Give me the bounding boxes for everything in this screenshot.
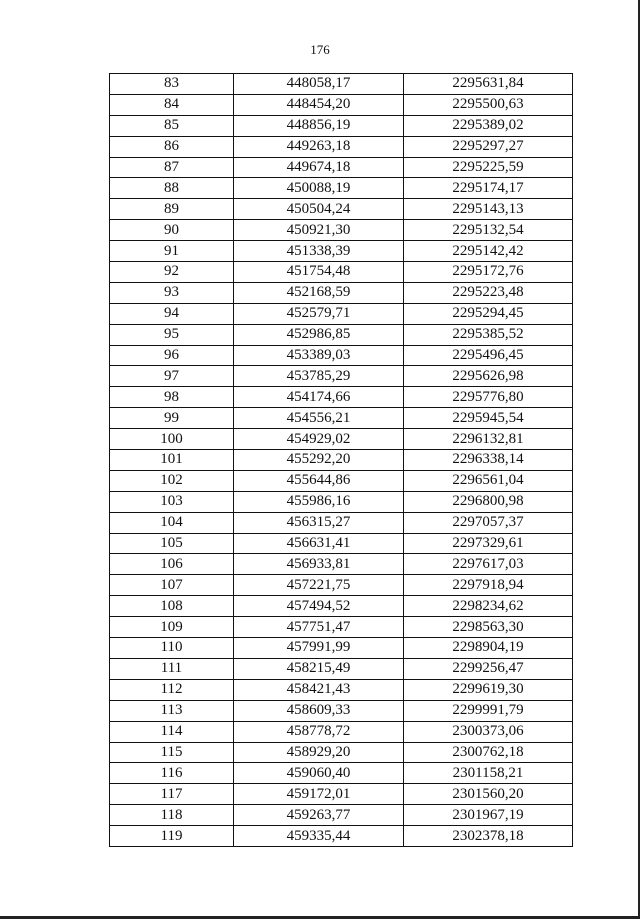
- point-number-cell: 89: [110, 199, 234, 220]
- point-number-cell: 96: [110, 345, 234, 366]
- table-row: [110, 575, 573, 596]
- x-coordinate-cell: 455986,16: [234, 491, 404, 512]
- table-row: [110, 366, 573, 387]
- table-row: [110, 282, 573, 303]
- y-coordinate-cell: 2298234,62: [404, 596, 573, 617]
- x-coordinate-cell: 452579,71: [234, 303, 404, 324]
- table-row: [110, 345, 573, 366]
- x-coordinate-cell: 453389,03: [234, 345, 404, 366]
- table-row: [110, 429, 573, 450]
- y-coordinate-cell: 2297918,94: [404, 575, 573, 596]
- table-row: [110, 721, 573, 742]
- point-number-cell: 93: [110, 282, 234, 303]
- table-row: [110, 199, 573, 220]
- point-number-cell: 109: [110, 617, 234, 638]
- point-number-cell: 101: [110, 450, 234, 471]
- point-number-cell: 86: [110, 136, 234, 157]
- y-coordinate-cell: 2301158,21: [404, 763, 573, 784]
- x-coordinate-cell: 459263,77: [234, 805, 404, 826]
- coordinate-table: [109, 73, 573, 847]
- point-number-cell: 98: [110, 387, 234, 408]
- point-number-cell: 91: [110, 241, 234, 262]
- y-coordinate-cell: 2295297,27: [404, 136, 573, 157]
- table-row: [110, 596, 573, 617]
- table-row: [110, 408, 573, 429]
- y-coordinate-cell: 2299256,47: [404, 658, 573, 679]
- y-coordinate-cell: 2295225,59: [404, 157, 573, 178]
- x-coordinate-cell: 459172,01: [234, 784, 404, 805]
- table-row: [110, 679, 573, 700]
- y-coordinate-cell: 2295389,02: [404, 115, 573, 136]
- table-row: [110, 178, 573, 199]
- y-coordinate-cell: 2297057,37: [404, 512, 573, 533]
- table-row: [110, 554, 573, 575]
- x-coordinate-cell: 449674,18: [234, 157, 404, 178]
- y-coordinate-cell: 2299619,30: [404, 679, 573, 700]
- x-coordinate-cell: 458215,49: [234, 658, 404, 679]
- table-row: [110, 826, 573, 847]
- point-number-cell: 110: [110, 638, 234, 659]
- x-coordinate-cell: 452168,59: [234, 282, 404, 303]
- table-row: [110, 658, 573, 679]
- y-coordinate-cell: 2297617,03: [404, 554, 573, 575]
- point-number-cell: 92: [110, 262, 234, 283]
- table-row: [110, 450, 573, 471]
- point-number-cell: 105: [110, 533, 234, 554]
- coordinate-table-body: [110, 74, 573, 847]
- x-coordinate-cell: 454556,21: [234, 408, 404, 429]
- x-coordinate-cell: 448058,17: [234, 74, 404, 95]
- y-coordinate-cell: 2295776,80: [404, 387, 573, 408]
- y-coordinate-cell: 2295385,52: [404, 324, 573, 345]
- table-row: [110, 470, 573, 491]
- table-row: [110, 742, 573, 763]
- x-coordinate-cell: 448856,19: [234, 115, 404, 136]
- y-coordinate-cell: 2295496,45: [404, 345, 573, 366]
- point-number-cell: 97: [110, 366, 234, 387]
- y-coordinate-cell: 2295143,13: [404, 199, 573, 220]
- page-number: 176: [310, 42, 330, 57]
- x-coordinate-cell: 458778,72: [234, 721, 404, 742]
- x-coordinate-cell: 454174,66: [234, 387, 404, 408]
- x-coordinate-cell: 450088,19: [234, 178, 404, 199]
- table-row: [110, 387, 573, 408]
- y-coordinate-cell: 2296800,98: [404, 491, 573, 512]
- x-coordinate-cell: 453785,29: [234, 366, 404, 387]
- y-coordinate-cell: 2295142,42: [404, 241, 573, 262]
- x-coordinate-cell: 449263,18: [234, 136, 404, 157]
- point-number-cell: 94: [110, 303, 234, 324]
- x-coordinate-cell: 451754,48: [234, 262, 404, 283]
- x-coordinate-cell: 450504,24: [234, 199, 404, 220]
- x-coordinate-cell: 455644,86: [234, 470, 404, 491]
- table-row: [110, 617, 573, 638]
- y-coordinate-cell: 2301560,20: [404, 784, 573, 805]
- x-coordinate-cell: 451338,39: [234, 241, 404, 262]
- point-number-cell: 107: [110, 575, 234, 596]
- table-row: [110, 157, 573, 178]
- y-coordinate-cell: 2299991,79: [404, 700, 573, 721]
- point-number-cell: 85: [110, 115, 234, 136]
- point-number-cell: 90: [110, 220, 234, 241]
- x-coordinate-cell: 459335,44: [234, 826, 404, 847]
- table-row: [110, 220, 573, 241]
- table-row: [110, 115, 573, 136]
- y-coordinate-cell: 2295174,17: [404, 178, 573, 199]
- y-coordinate-cell: 2302378,18: [404, 826, 573, 847]
- table-row: [110, 491, 573, 512]
- point-number-cell: 104: [110, 512, 234, 533]
- x-coordinate-cell: 459060,40: [234, 763, 404, 784]
- x-coordinate-cell: 454929,02: [234, 429, 404, 450]
- x-coordinate-cell: 458609,33: [234, 700, 404, 721]
- point-number-cell: 100: [110, 429, 234, 450]
- point-number-cell: 114: [110, 721, 234, 742]
- y-coordinate-cell: 2300373,06: [404, 721, 573, 742]
- x-coordinate-cell: 456631,41: [234, 533, 404, 554]
- point-number-cell: 106: [110, 554, 234, 575]
- point-number-cell: 113: [110, 700, 234, 721]
- y-coordinate-cell: 2295294,45: [404, 303, 573, 324]
- x-coordinate-cell: 452986,85: [234, 324, 404, 345]
- table-row: [110, 324, 573, 345]
- y-coordinate-cell: 2296338,14: [404, 450, 573, 471]
- table-row: [110, 512, 573, 533]
- table-row: [110, 700, 573, 721]
- point-number-cell: 95: [110, 324, 234, 345]
- table-row: [110, 638, 573, 659]
- point-number-cell: 111: [110, 658, 234, 679]
- x-coordinate-cell: 458929,20: [234, 742, 404, 763]
- point-number-cell: 118: [110, 805, 234, 826]
- point-number-cell: 102: [110, 470, 234, 491]
- point-number-cell: 84: [110, 94, 234, 115]
- point-number-cell: 99: [110, 408, 234, 429]
- point-number-cell: 117: [110, 784, 234, 805]
- table-row: [110, 74, 573, 95]
- point-number-cell: 115: [110, 742, 234, 763]
- point-number-cell: 87: [110, 157, 234, 178]
- y-coordinate-cell: 2295172,76: [404, 262, 573, 283]
- table-row: [110, 262, 573, 283]
- table-row: [110, 241, 573, 262]
- point-number-cell: 83: [110, 74, 234, 95]
- x-coordinate-cell: 456315,27: [234, 512, 404, 533]
- y-coordinate-cell: 2295631,84: [404, 74, 573, 95]
- point-number-cell: 119: [110, 826, 234, 847]
- x-coordinate-cell: 455292,20: [234, 450, 404, 471]
- point-number-cell: 103: [110, 491, 234, 512]
- point-number-cell: 116: [110, 763, 234, 784]
- x-coordinate-cell: 458421,43: [234, 679, 404, 700]
- y-coordinate-cell: 2295500,63: [404, 94, 573, 115]
- table-row: [110, 784, 573, 805]
- point-number-cell: 112: [110, 679, 234, 700]
- point-number-cell: 88: [110, 178, 234, 199]
- table-row: [110, 533, 573, 554]
- point-number-cell: 108: [110, 596, 234, 617]
- x-coordinate-cell: 457751,47: [234, 617, 404, 638]
- y-coordinate-cell: 2295223,48: [404, 282, 573, 303]
- x-coordinate-cell: 448454,20: [234, 94, 404, 115]
- table-row: [110, 94, 573, 115]
- x-coordinate-cell: 457221,75: [234, 575, 404, 596]
- y-coordinate-cell: 2297329,61: [404, 533, 573, 554]
- x-coordinate-cell: 450921,30: [234, 220, 404, 241]
- y-coordinate-cell: 2295626,98: [404, 366, 573, 387]
- y-coordinate-cell: 2295945,54: [404, 408, 573, 429]
- table-row: [110, 763, 573, 784]
- table-row: [110, 303, 573, 324]
- y-coordinate-cell: 2298563,30: [404, 617, 573, 638]
- y-coordinate-cell: 2295132,54: [404, 220, 573, 241]
- y-coordinate-cell: 2300762,18: [404, 742, 573, 763]
- y-coordinate-cell: 2298904,19: [404, 638, 573, 659]
- x-coordinate-cell: 457991,99: [234, 638, 404, 659]
- x-coordinate-cell: 457494,52: [234, 596, 404, 617]
- y-coordinate-cell: 2296132,81: [404, 429, 573, 450]
- x-coordinate-cell: 456933,81: [234, 554, 404, 575]
- y-coordinate-cell: 2296561,04: [404, 470, 573, 491]
- table-row: [110, 805, 573, 826]
- table-row: [110, 136, 573, 157]
- y-coordinate-cell: 2301967,19: [404, 805, 573, 826]
